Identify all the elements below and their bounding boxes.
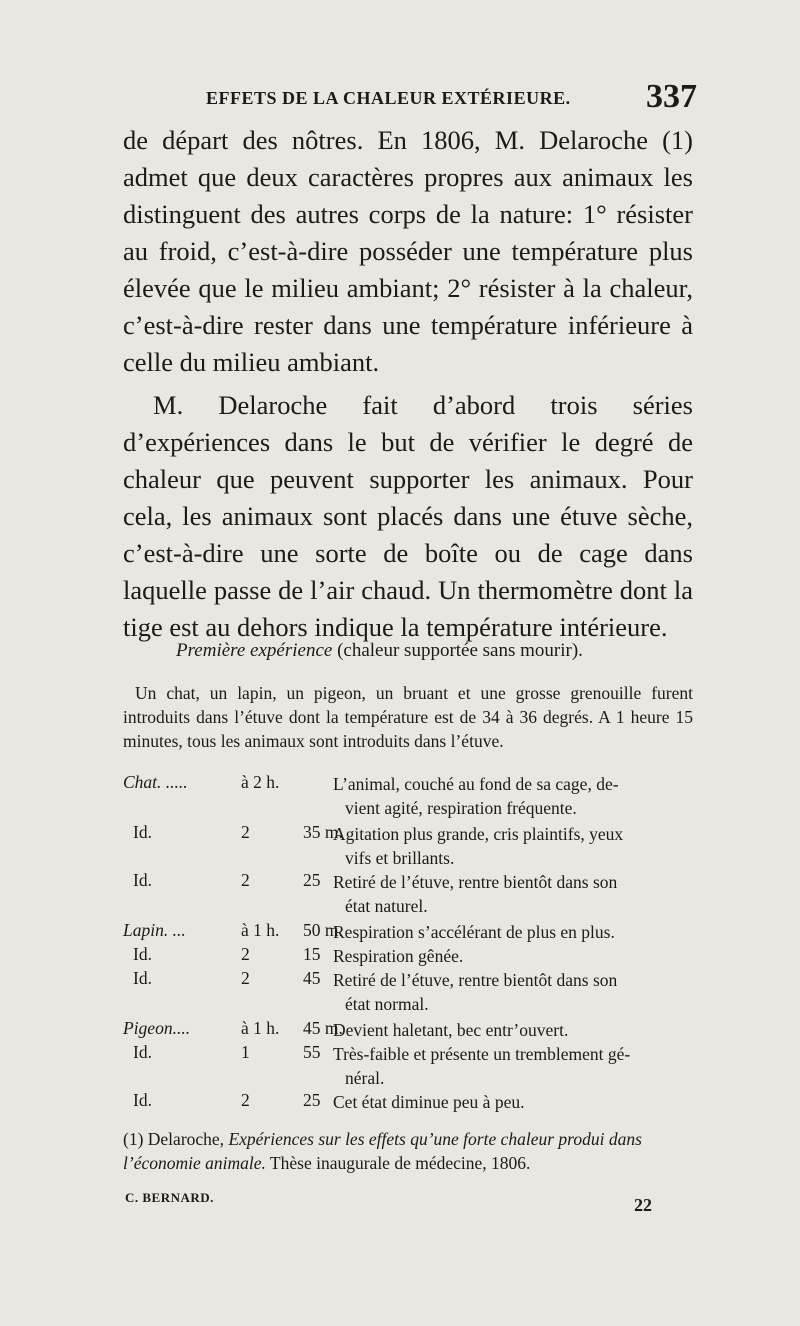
time-hours: 2 — [241, 822, 250, 842]
running-title: EFFETS DE LA CHALEUR EXTÉRIEURE. — [206, 88, 571, 108]
time-hours: 1 — [241, 1042, 250, 1062]
time-hours: à 2 h. — [241, 772, 280, 792]
time-minutes: 50 m. — [303, 920, 343, 940]
animal-label: Id. — [133, 944, 152, 964]
animal-label: Id. — [133, 1090, 152, 1110]
time-minutes: 45 m. — [303, 1018, 343, 1038]
observation-text: Retiré de l’étuve, rentre bientôt dans son état naturel. — [333, 872, 618, 916]
observation-text: Très-faible et présente un tremblement gé- néral. — [333, 1044, 631, 1088]
sheet-number: 22 — [634, 1195, 652, 1215]
time-hours: à 1 h. — [241, 920, 280, 940]
time-hours: 2 — [241, 1090, 250, 1110]
observation-text: Respiration s’accélérant de plus en plus. — [333, 922, 615, 942]
observation-text: Agitation plus grande, cris plaintifs, yeux vifs et brillants. — [333, 824, 624, 868]
time-minutes: 15 — [303, 944, 321, 964]
animal-label: Pigeon.... — [123, 1018, 191, 1038]
observation-text: Cet état diminue peu à peu. — [333, 1092, 525, 1112]
footnote-text — [123, 1127, 693, 1175]
animal-label: Id. — [133, 822, 152, 842]
observation-text: Devient haletant, bec entr’ouvert. — [333, 1020, 569, 1040]
animal-label: Lapin. ... — [123, 920, 186, 940]
time-hours: 2 — [241, 870, 250, 890]
experiment-title-rest: (chaleur supportée sans mourir). — [332, 640, 583, 661]
experiment-title — [176, 640, 583, 662]
experiment-title-italic: Première expérience — [176, 640, 333, 661]
experiment-intro — [123, 681, 693, 753]
footnote-title: Expériences sur les effets qu’une forte chaleur produi dans l’économie animale. — [123, 1129, 642, 1173]
time-hours: 2 — [241, 944, 250, 964]
page-header — [0, 78, 800, 118]
observation-text: Retiré de l’étuve, rentre bientôt dans son état normal. — [333, 970, 618, 1014]
time-minutes: 25 — [303, 870, 321, 890]
page-number: 337 — [646, 78, 697, 115]
observation-text: L’animal, couché au fond de sa cage, de- vient agité, respiration fréquente. — [333, 774, 619, 818]
printer-signature: C. BERNARD. — [125, 1190, 214, 1205]
animal-label: Id. — [133, 968, 152, 988]
animal-label: Chat. ..... — [123, 772, 188, 792]
time-minutes: 55 — [303, 1042, 321, 1062]
paragraph: M. Delaroche fait d’abord trois séries d’expériences dans le but de vérifier le degré de chaleur que peuvent supporter les animaux. Pour cela, les animaux sont placés dans une étuve sèche, c’est-à-dire une sorte de boîte ou de cage dans laquelle passe de l’air chaud. Un thermomètre dont la tige est au dehors indique la température intérieure. — [123, 390, 693, 642]
footnote-rest: Thèse inaugurale de médecine, 1806. — [265, 1153, 531, 1173]
animal-label: Id. — [133, 870, 152, 890]
main-text — [123, 122, 693, 646]
footnote-ref: (1) Delaroche, — [123, 1129, 229, 1149]
time-minutes: 45 — [303, 968, 321, 988]
time-minutes: 35 m. — [303, 822, 343, 842]
experiment-intro-text: Un chat, un lapin, un pigeon, un bruant et une grosse grenouille furent introduits dans l’étuve dont la température est de 34 à 36 degrés. A 1 heure 15 minutes, tous les animaux sont introduits dans l’étuve. — [123, 683, 693, 751]
animal-label: Id. — [133, 1042, 152, 1062]
paragraph: de départ des nôtres. En 1806, M. Delaroche (1) admet que deux caractères propres aux animaux les distinguent des autres corps de la nature: 1° résister au froid, c’est-à-dire posséder une température plus élevée que le milieu ambiant; 2° résister à la chaleur, c’est-à-dire rester dans une température inférieure à celle du milieu ambiant. — [123, 125, 693, 377]
footnote — [123, 1127, 693, 1175]
observation-text: Respiration gênée. — [333, 946, 464, 966]
time-minutes: 25 — [303, 1090, 321, 1110]
time-hours: à 1 h. — [241, 1018, 280, 1038]
time-hours: 2 — [241, 968, 250, 988]
